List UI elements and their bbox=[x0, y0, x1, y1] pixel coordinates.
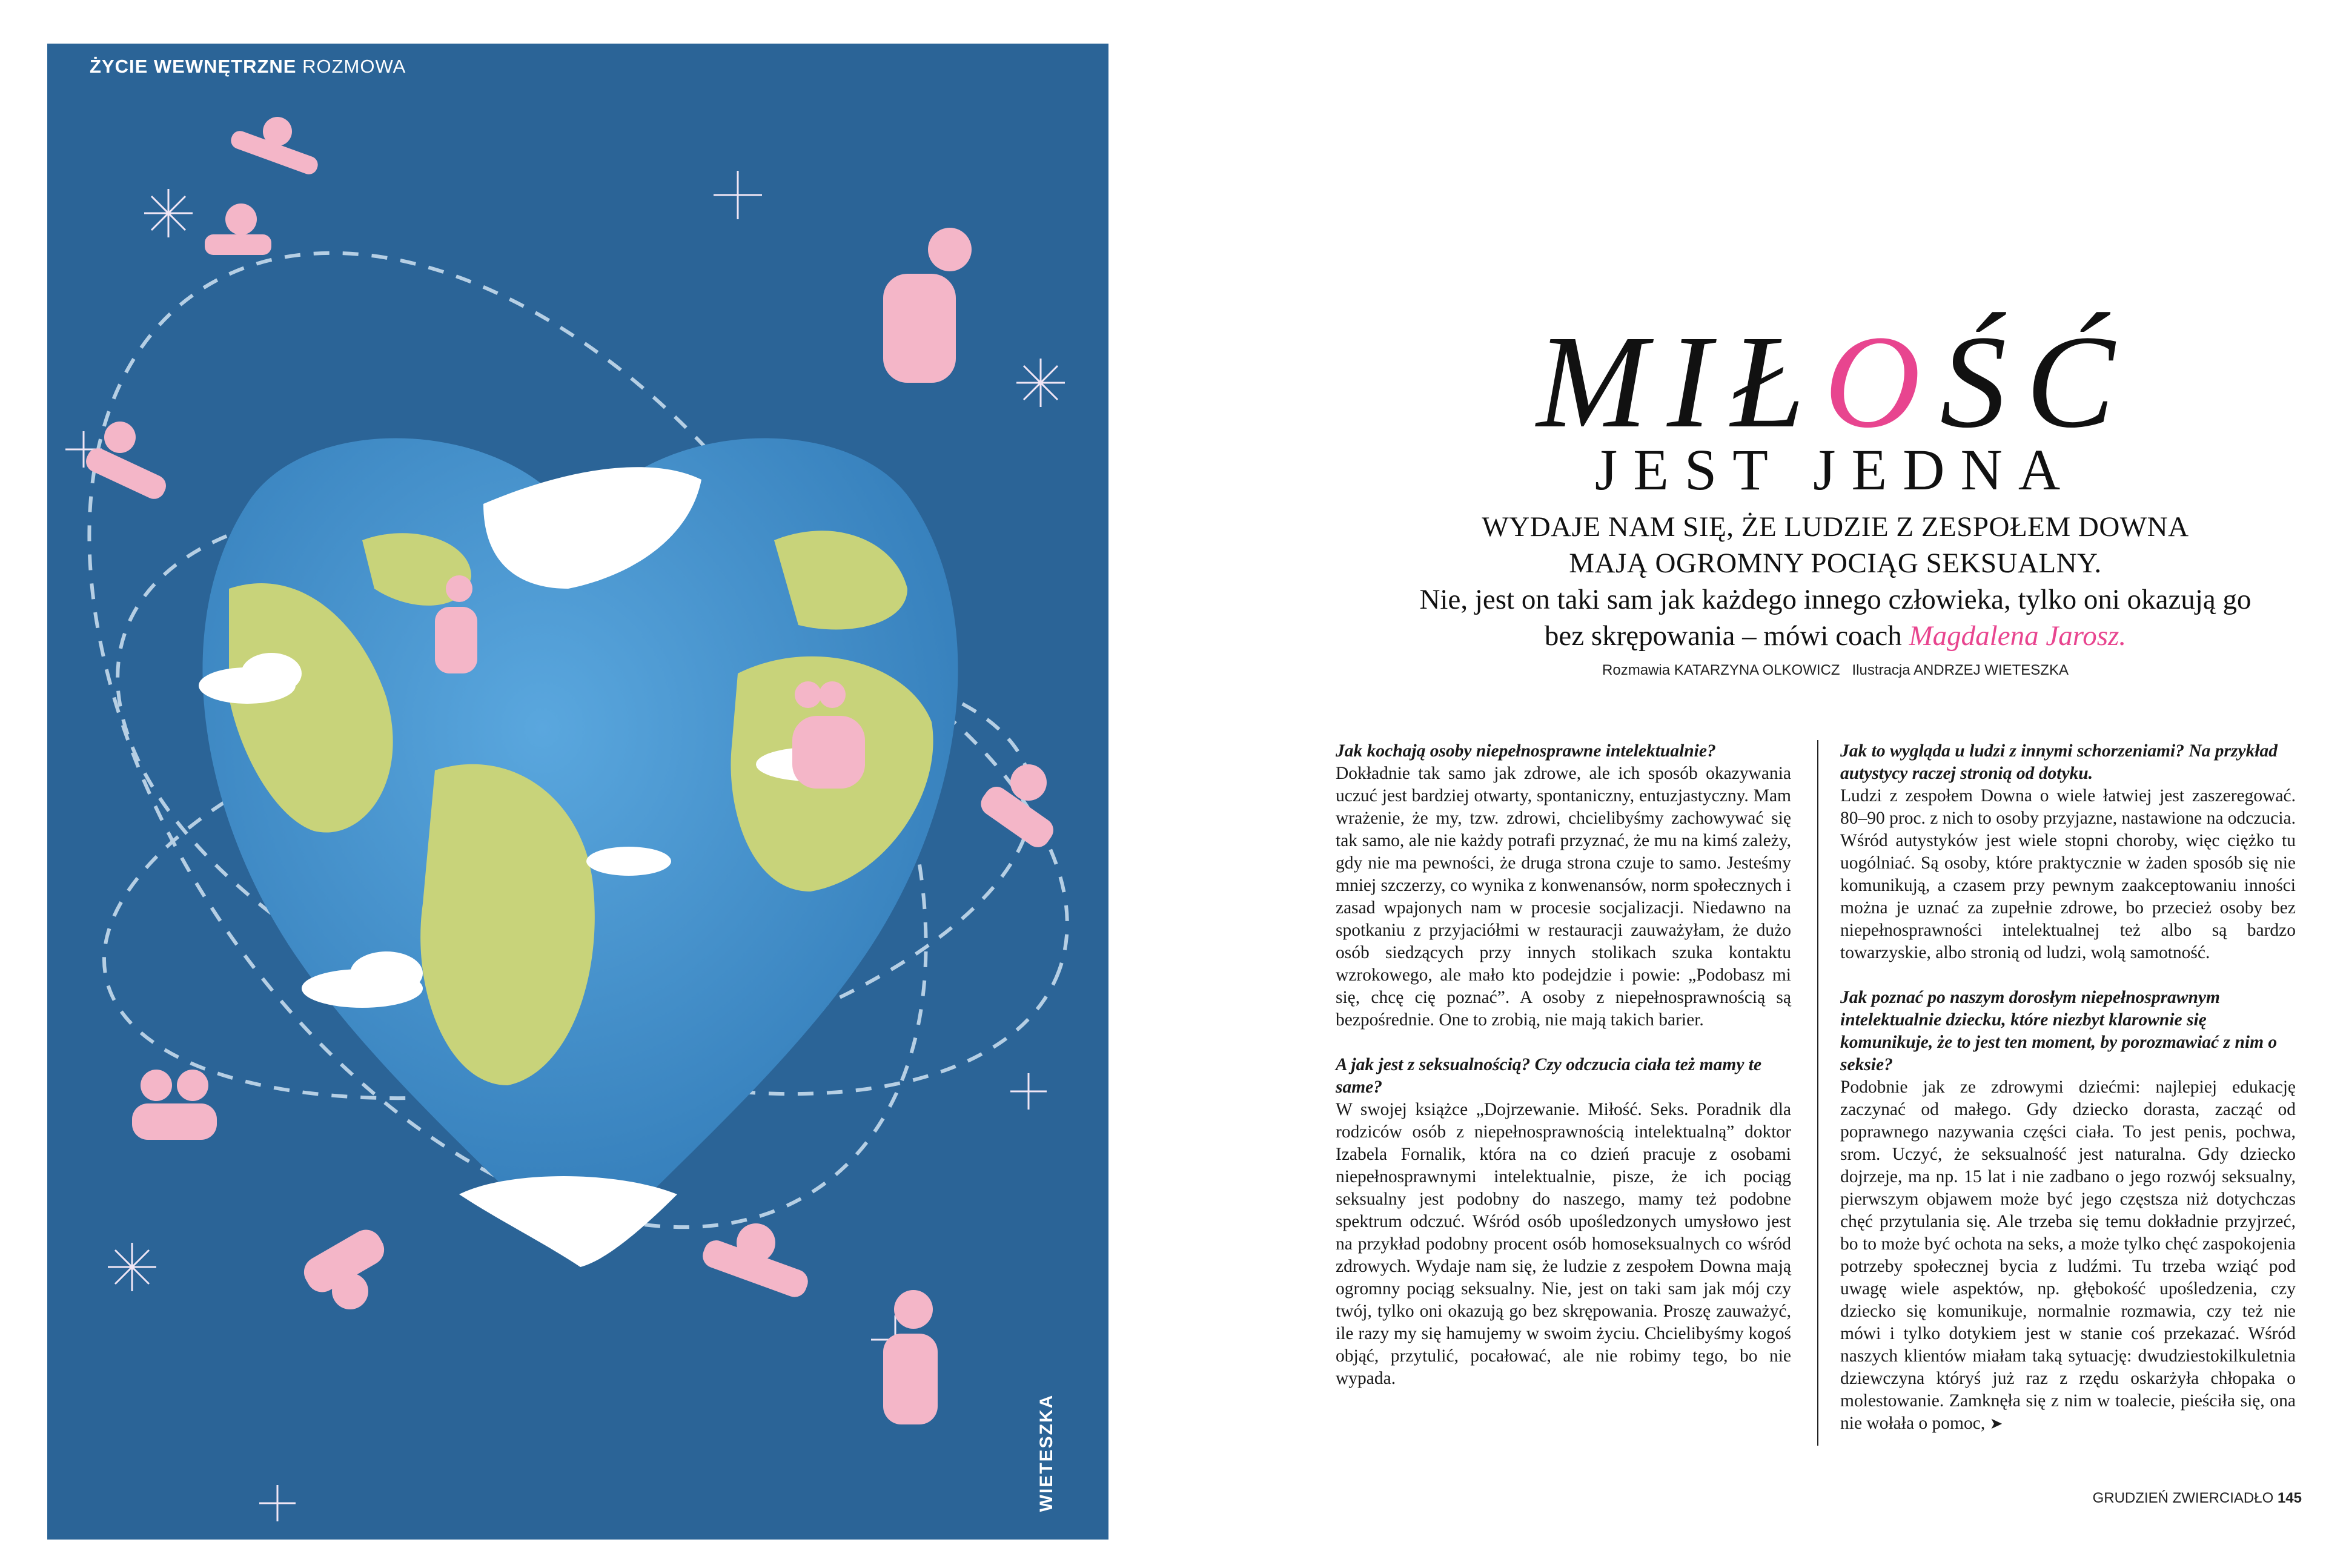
illustrator-name: ANDRZEJ WIETESZKA bbox=[1913, 662, 2069, 678]
question-1: Jak kochają osoby niepełnosprawne intelektualnie? bbox=[1336, 741, 1716, 761]
headline-title bbox=[1496, 309, 2175, 454]
folio-month: GRUDZIEŃ bbox=[2092, 1490, 2169, 1506]
lead-caps-line-1: WYDAJE NAM SIĘ, ŻE LUDZIE Z ZESPOŁEM DOWNA bbox=[1482, 511, 2189, 543]
answer-4-text: Podobnie jak ze zdrowymi dziećmi: najlepiej edukację zaczynać od małego. Gdy dziecko dorasta, zacząć od poprawnego nazywania części ciała. To jest penis, pochwa, srom. Uczyć, że seksualność jest naturalna. Gdy dziecko dojrzeje, ma np. 15 lat i nie zadbano o jego rozwój seksualny, pierwszym objawem może być jego częstsza niż dotychczas chęć przytulania się. Ale trzeba się temu dokładnie przyjrzeć, bo to może być ochota na seks, a może tylko chęć zaspokojenia potrzeby społecznej bycia z ludźmi. Tu trzeba wziąć pod uwagę wiele aspektów, np. głębokość upośledzenia, czy dziecko się komunikuje, normalnie rozmawia, czy też nie mówi i tylko dotykiem jest w stanie coś przekazać. Wśród naszych klientów miałam taką sytuację: dwudziestokilkuletnia dziewczyna któryś już raz z rzędu oskarżyła chłopaka o molestowanie. Zamknęła się z nim w toalecie, pieściła się, ona nie wołała o pomoc, bbox=[1840, 1077, 2296, 1433]
artist-signature-text: WIETESZKA bbox=[1036, 1394, 1056, 1512]
folio-page-number: 145 bbox=[2277, 1490, 2302, 1506]
folio-magazine: ZWIERCIADŁO bbox=[2172, 1490, 2274, 1506]
section-label-light: ROZMOWA bbox=[302, 56, 406, 77]
interviewer-prefix: Rozmawia bbox=[1602, 662, 1671, 678]
question-3: Jak to wygląda u ludzi z innymi schorzeniami? Na przykład autystycy raczej stronią od dotyku. bbox=[1840, 741, 2278, 783]
column-divider bbox=[1817, 740, 1818, 1446]
answer-4 bbox=[1840, 1076, 2296, 1435]
heart-globe bbox=[202, 438, 958, 1267]
paragraph-gap bbox=[1840, 964, 2296, 987]
answer-3: Ludzi z zespołem Downa o wiele łatwiej jest zaszeregować. 80–90 proc. z nich to osoby przyjazne, nastawione na odczucia. Wśród autystyków jest wiele stopni choroby, więc ciężko tu uogólniać. Są osoby, które praktycznie w żaden sposób się nie komunikują, a czasem przy pewnym zaakceptowaniu inności można je uznać za zupełnie zdrowe, bo przecież osoby bez niepełnosprawności intelektualnej też albo są bardzo towarzyskie, albo stronią od ludzi, wolą samotność. bbox=[1840, 786, 2296, 962]
answer-2: W swojej książce „Dojrzewanie. Miłość. Seks. Poradnik dla rodziców osób z niepełnosprawnością intelektualną” doktor Izabela Fornalik, która na co dzień pracuje z osobami niepełnosprawnymi intelektualnie, pisze, że ich pociąg seksualny jest podobny do naszego, mamy też podobne spektrum odczuć. Wśród osób upośledzonych umysłowo jest na przykład podobny procent osób homoseksualnych co wśród zdrowych. Wydaje nam się, że ludzie z zespołem Downa mają ogromny pociąg seksualny. Nie, jest on taki sam jak mój czy twój, tylko oni okazują go bez skrępowania. Proszę zauważyć, ile razy my się hamujemy w swoim życiu. Chcielibyśmy kogoś objąć, przytulić, pocałować, ale nie robimy tego, bo nie wypada. bbox=[1336, 1100, 1791, 1388]
illustrator-prefix: Ilustracja bbox=[1852, 662, 1910, 678]
paragraph-gap bbox=[1336, 1031, 1791, 1054]
headline-subtitle: JEST JEDNA bbox=[1594, 437, 2076, 502]
cover-illustration bbox=[47, 44, 1108, 1540]
question-2: A jak jest z seksualnością? Czy odczucia ciała też mamy te same? bbox=[1336, 1055, 1762, 1097]
title-part-a: MIŁ bbox=[1536, 308, 1824, 455]
lead-person-name: Magdalena Jarosz. bbox=[1909, 620, 2127, 652]
byline bbox=[1375, 662, 2296, 679]
article-column-right bbox=[1840, 740, 2296, 1435]
artist-signature bbox=[1029, 1376, 1065, 1533]
lead-line-4 bbox=[1375, 618, 2296, 654]
illustration-art bbox=[47, 44, 1108, 1540]
lead-line-4-text: bez skrępowania – mówi coach bbox=[1544, 620, 1902, 652]
interviewer-name: KATARZYNA OLKOWICZ bbox=[1674, 662, 1840, 678]
page-folio bbox=[2047, 1490, 2302, 1507]
section-label bbox=[90, 56, 406, 78]
title-part-c: ŚĆ bbox=[1940, 308, 2135, 455]
question-4: Jak poznać po naszym dorosłym niepełnosprawnym intelektualnie dziecku, które niezbyt klarownie się komunikuje, że to jest ten moment, by porozmawiać z nim o seksie? bbox=[1840, 988, 2278, 1074]
section-label-strong: ŻYCIE WEWNĘTRZNE bbox=[90, 56, 297, 77]
answer-1: Dokładnie tak samo jak zdrowe, ale ich sposób okazywania uczuć jest bardziej otwarty, spontaniczny, entuzjastyczny. Mam wrażenie, że my, tzw. zdrowi, chcielibyśmy zachowywać się tak samo, ale nie każdy potrafi przyznać, że mu na kimś zależy, gdy nie ma pewności, że druga strona czuje to samo. Jesteśmy mniej szczerzy, co wynika z konwenansów, norm społecznych i zasad wpajonych nam w procesie socjalizacji. Niedawno na spotkaniu z przyjaciółmi w restauracji zauważyłam, że dużo osób siedzących przy innych stolikach szuka kontaktu wzrokowego, ale mało kto podejdzie i powie: „Podobasz mi się, chcę cię poznać”. A osoby z niepełnosprawnością są bezpośrednie. One to zrobią, nie mają takich barier. bbox=[1336, 764, 1791, 1030]
continue-arrow-icon: ➤ bbox=[1989, 1415, 2003, 1433]
title-part-b: O bbox=[1824, 308, 1940, 455]
lead-paragraph bbox=[1375, 509, 2296, 654]
lead-line-3: Nie, jest on taki sam jak każdego innego człowieka, tylko oni okazują go bbox=[1419, 584, 2251, 615]
lead-caps-line-2: MAJĄ OGROMNY POCIĄG SEKSUALNY. bbox=[1569, 547, 2102, 579]
article-column-left bbox=[1336, 740, 1791, 1390]
